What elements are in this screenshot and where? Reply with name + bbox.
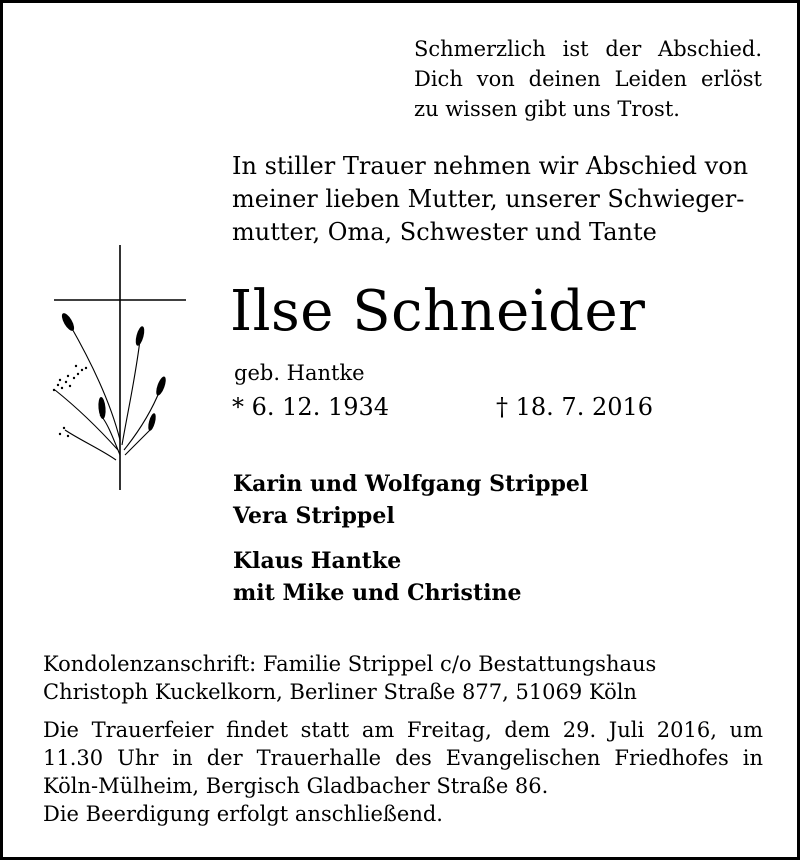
intro-line: mutter, Oma, Schwester und Tante [232,218,657,246]
deceased-name: Ilse Schneider [230,279,646,344]
condolence-line: Christoph Kuckelkorn, Berliner Straße 877, 51069 Köln [43,680,637,704]
funeral-details [43,716,763,828]
funeral-line: 11.30 Uhr in der Trauerhalle des Evangelischen Friedhofes in [43,746,763,770]
intro-text [232,150,762,249]
funeral-line: Köln-Mülheim, Bergisch Gladbacher Straße 86. [43,774,549,798]
family-member: Vera Strippel [233,503,395,529]
death-date: † 18. 7. 2016 [496,393,654,421]
funeral-line: Die Beerdigung erfolgt anschließend. [43,802,443,826]
birth-date: * 6. 12. 1934 [232,393,390,421]
family-member: mit Mike und Christine [233,580,522,606]
motto-verse [414,34,762,124]
family-member: Karin und Wolfgang Strippel [233,471,589,497]
maiden-name: geb. Hantke [234,361,365,385]
cross-with-wheat-icon [40,240,190,495]
motto-line: zu wissen gibt uns Trost. [414,97,680,121]
intro-line: In stiller Trauer nehmen wir Abschied von [232,152,749,180]
condolence-address [43,650,763,706]
family-member: Klaus Hantke [233,548,402,574]
motto-line: Schmerzlich ist der Abschied. [414,37,762,61]
motto-line: Dich von deinen Leiden erlöst [414,67,762,91]
condolence-line: Kondolenzanschrift: Familie Strippel c/o Bestattungshaus [43,652,657,676]
intro-line: meiner lieben Mutter, unserer Schwieger- [232,185,745,213]
funeral-line: Die Trauerfeier findet statt am Freitag, dem 29. Juli 2016, um [43,718,763,742]
